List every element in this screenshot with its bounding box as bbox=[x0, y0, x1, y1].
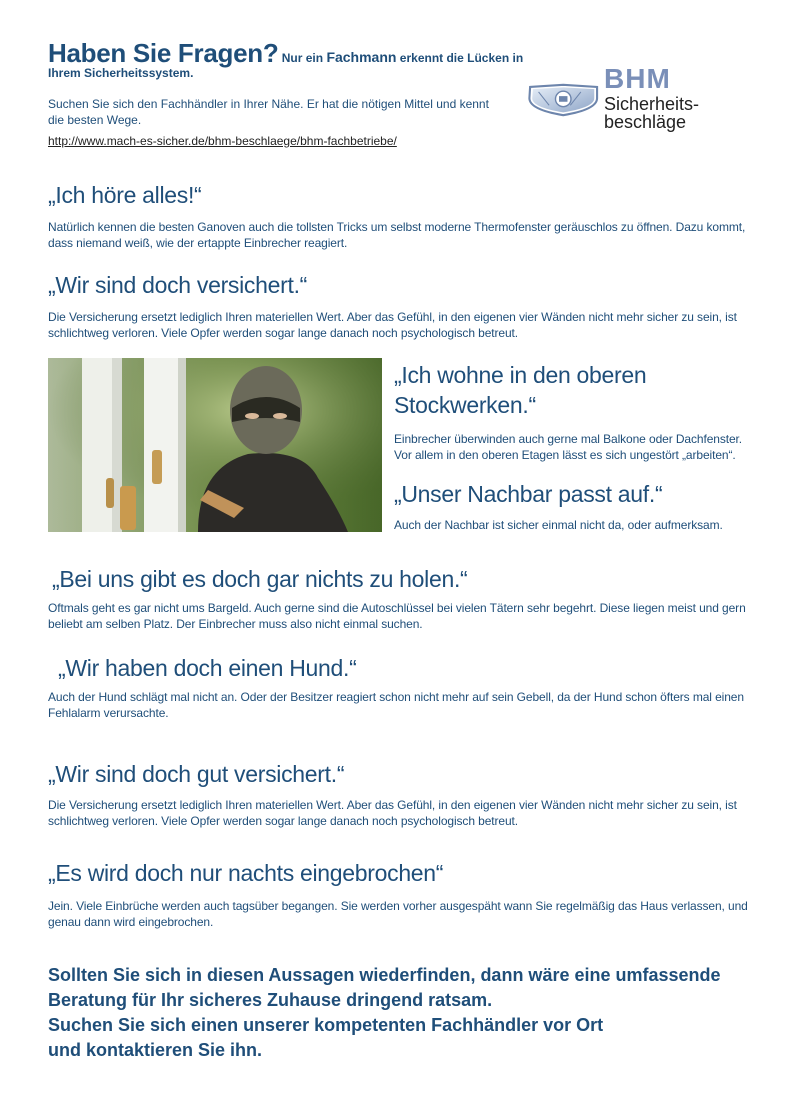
section-heading: „Es wird doch nur nachts eingebrochen“ bbox=[48, 860, 444, 886]
section-hear bbox=[48, 181, 748, 251]
closing-line-3: Suchen Sie sich einen unserer kompetenten Fachhändler vor Ort bbox=[48, 1015, 604, 1035]
title-small-1: Nur ein bbox=[281, 51, 324, 65]
section-dog bbox=[48, 654, 748, 721]
title-small-2: erkennt die Lücken in Ihrem Sicherheitssystem. bbox=[48, 51, 524, 80]
bhm-shield-logo-icon bbox=[528, 56, 602, 144]
section-only-at-night bbox=[48, 859, 748, 930]
section-text: Jein. Viele Einbrüche werden auch tagsüber begangen. Sie werden vorher ausgespäht wann Sie regelmäßig das Haus verlassen, und genau dann wird eingebrochen. bbox=[48, 899, 748, 929]
section-text: Auch der Nachbar ist sicher einmal nicht da, oder aufmerksam. bbox=[394, 518, 723, 532]
section-text: Natürlich kennen die besten Ganoven auch die tollsten Tricks um selbst moderne Thermofenster geräuschlos zu öffnen. Dazu kommt, dass niemand weiß, wie der ertappte Einbrecher reagiert. bbox=[48, 220, 746, 250]
title-question: Haben Sie Fragen? bbox=[48, 38, 279, 68]
closing-line-1: Sollten Sie sich in diesen Aussagen wiederfinden, dann wäre eine umfassende bbox=[48, 965, 721, 985]
section-heading: „Ich höre alles!“ bbox=[48, 182, 202, 208]
section-insured bbox=[48, 271, 748, 341]
section-upper-floors bbox=[394, 360, 744, 463]
logo-name: BHM bbox=[604, 63, 671, 94]
dealer-link[interactable]: http://www.mach-es-sicher.de/bhm-beschlaege/bhm-fachbetriebe/ bbox=[48, 134, 397, 148]
section-heading: „Bei uns gibt es doch gar nichts zu holen.“ bbox=[52, 566, 468, 592]
closing-line-2: Beratung für Ihr sicheres Zuhause dringend ratsam. bbox=[48, 990, 493, 1010]
section-text: Auch der Hund schlägt mal nicht an. Oder der Besitzer reagiert schon nicht mehr auf sein Gebell, da der Hund schon öfters mal einen Fehlalarm verursachte. bbox=[48, 690, 744, 720]
section-heading: „Wir sind doch gut versichert.“ bbox=[48, 761, 345, 787]
header-subtitle: Suchen Sie sich den Fachhändler in Ihrer Nähe. Er hat die nötigen Mittel und kennt die besten Wege. bbox=[48, 97, 489, 127]
closing-statement bbox=[48, 963, 748, 1063]
closing-line-4: und kontaktieren Sie ihn. bbox=[48, 1040, 263, 1060]
title-medium: Fachmann bbox=[326, 49, 397, 65]
logo-line-1: Sicherheits- bbox=[604, 94, 700, 114]
section-text: Die Versicherung ersetzt lediglich Ihren materiellen Wert. Aber das Gefühl, in den eigenen vier Wänden nicht mehr sicher zu sein, ist schlichtweg verloren. Viele Opfer werden sogar lange danach noch psychologisch betreut. bbox=[48, 310, 737, 340]
section-text: Einbrecher überwinden auch gerne mal Balkone oder Dachfenster. Vor allem in den oberen Etagen lässt es sich ungestört „arbeiten“. bbox=[394, 432, 743, 462]
section-text: Oftmals geht es gar nicht ums Bargeld. Auch gerne sind die Autoschlüssel bei vielen Tätern sehr begehrt. Diese liegen meist und gern beliebt am selben Platz. Der Einbrecher muss also nicht einmal suchen. bbox=[48, 601, 746, 631]
burglar-photo bbox=[48, 358, 382, 532]
section-heading: „Ich wohne in den oberen Stockwerken.“ bbox=[394, 362, 647, 418]
section-heading: „Wir haben doch einen Hund.“ bbox=[58, 655, 357, 681]
section-neighbor bbox=[394, 480, 744, 533]
section-well-insured bbox=[48, 760, 748, 829]
section-nothing-to-get bbox=[48, 565, 748, 632]
page-title bbox=[48, 38, 528, 81]
section-heading: „Wir sind doch versichert.“ bbox=[48, 272, 308, 298]
section-heading: „Unser Nachbar passt auf.“ bbox=[394, 481, 663, 507]
section-text: Die Versicherung ersetzt lediglich Ihren materiellen Wert. Aber das Gefühl, in den eigenen vier Wänden nicht mehr sicher zu sein, ist schlichtweg verloren. Viele Opfer werden sogar lange danach noch psychologisch betreut. bbox=[48, 798, 737, 828]
logo-line-2: beschläge bbox=[604, 112, 687, 132]
